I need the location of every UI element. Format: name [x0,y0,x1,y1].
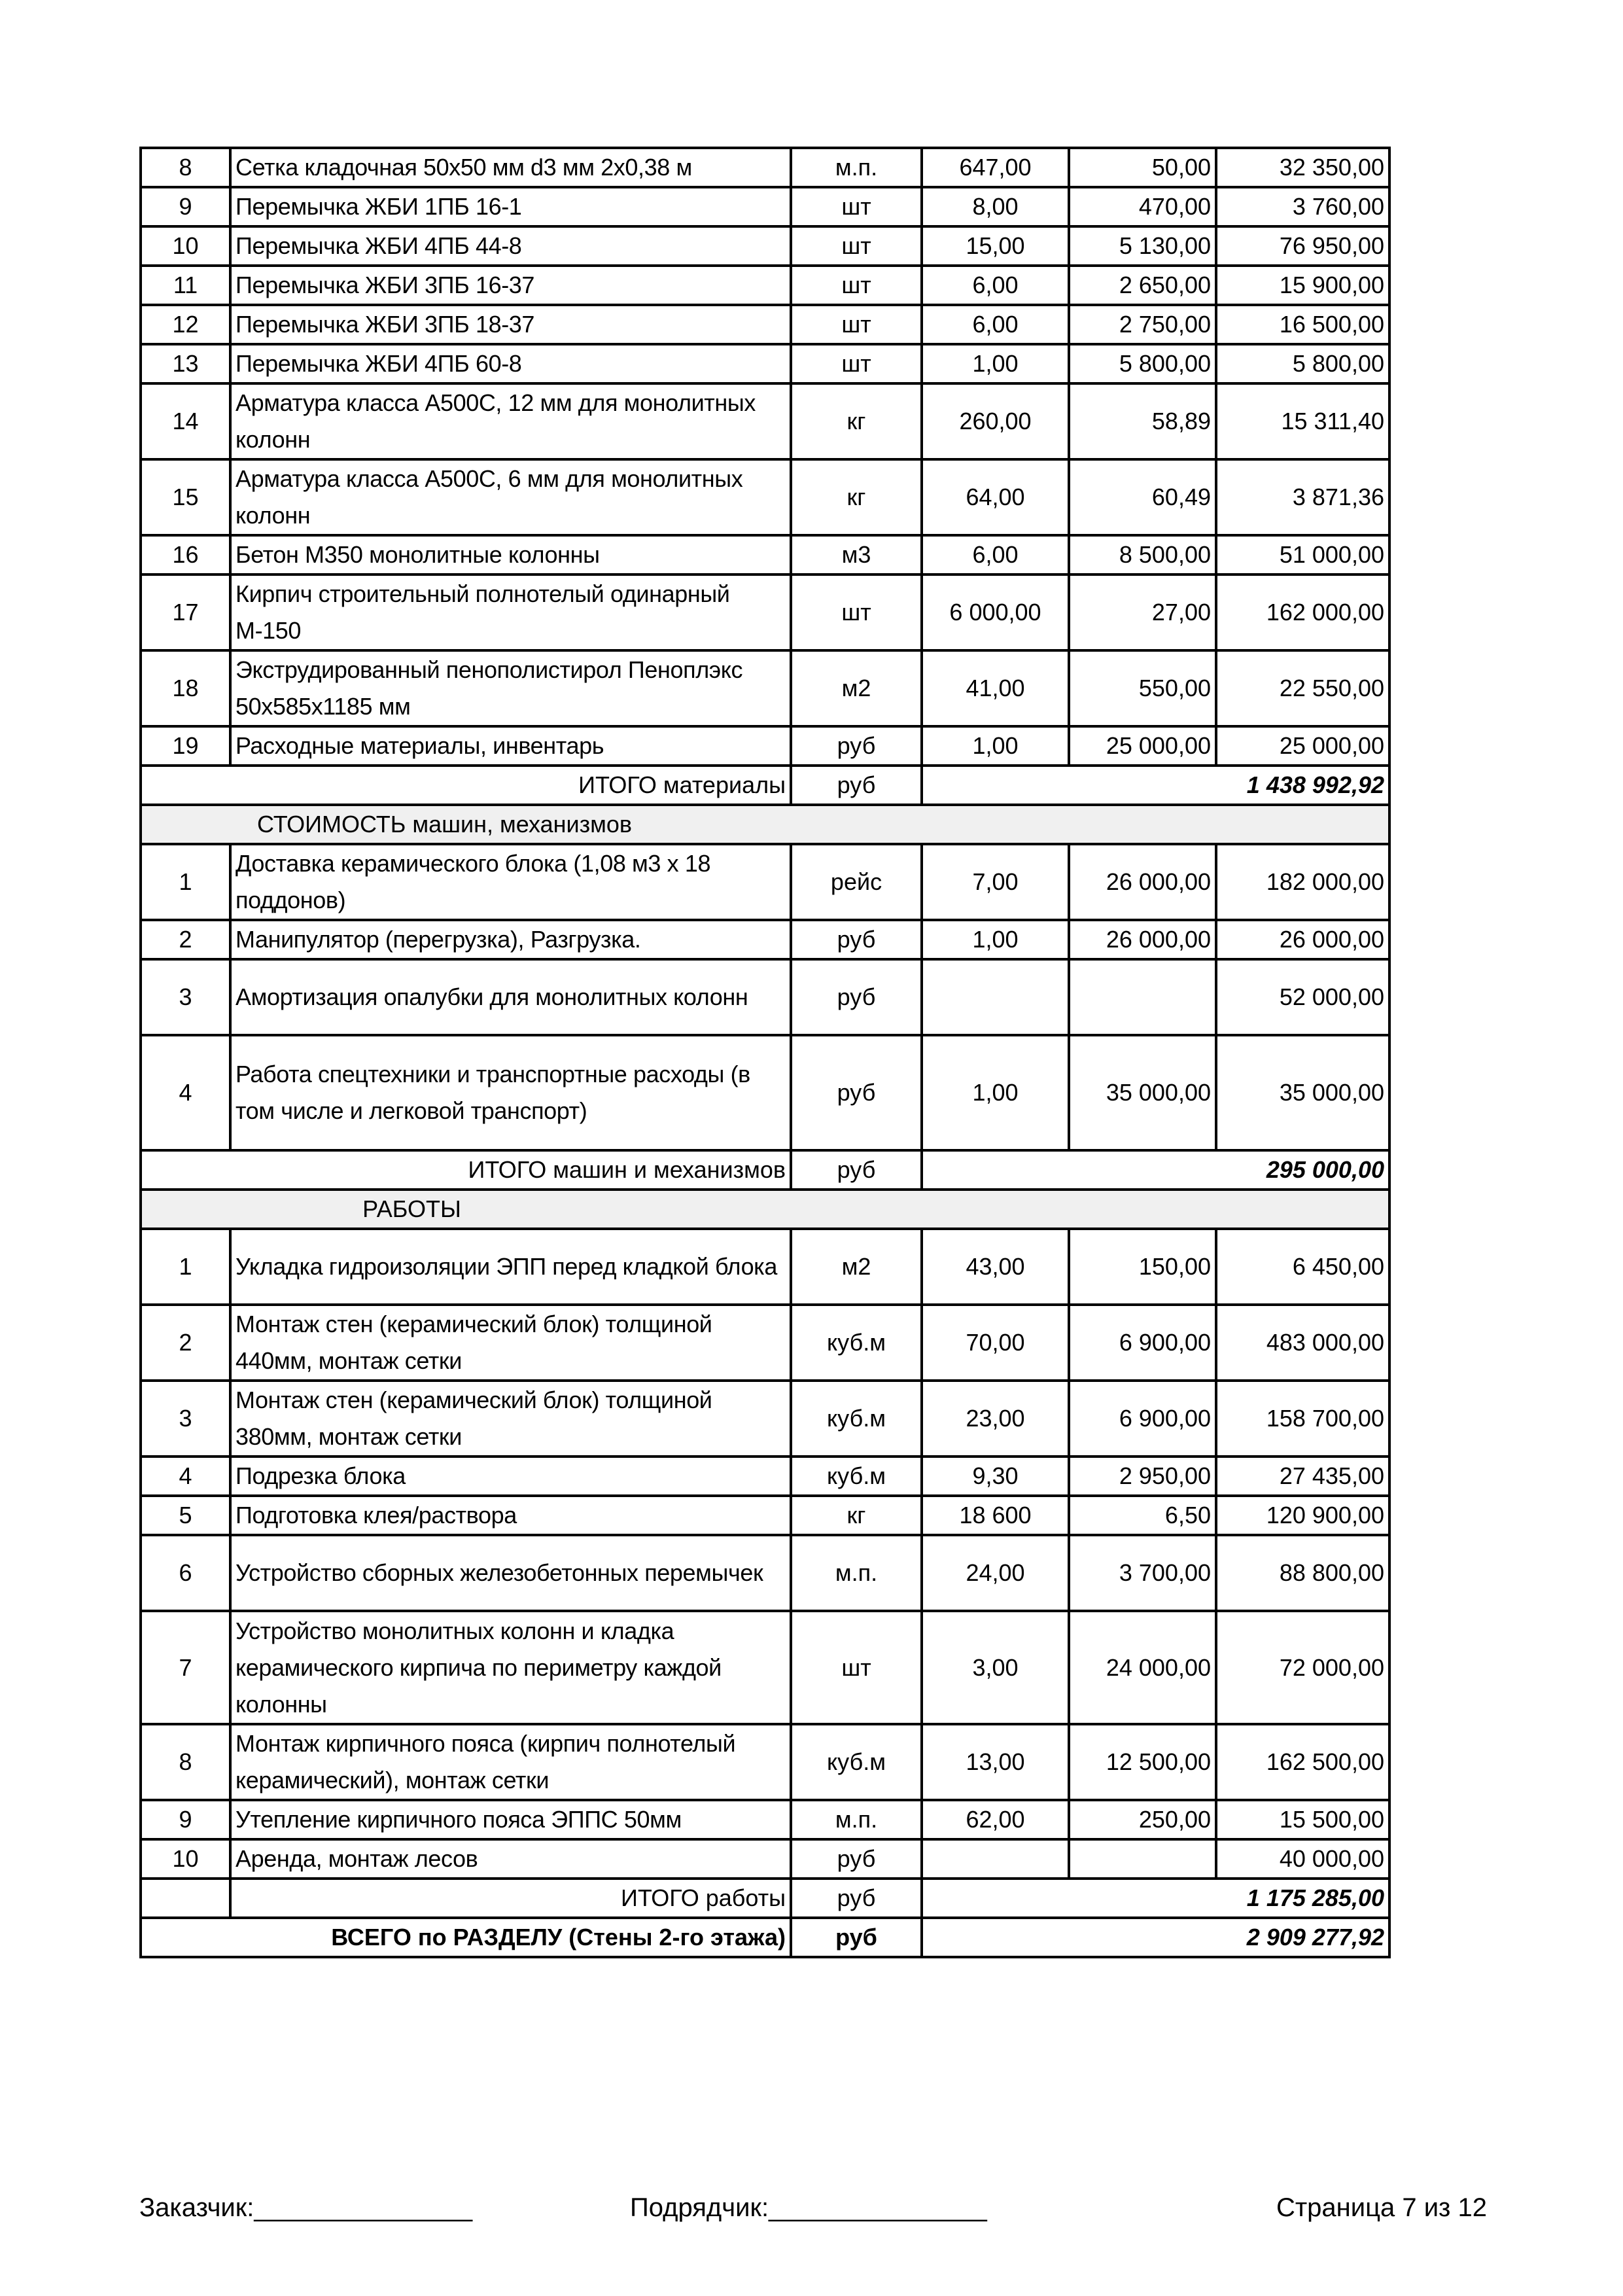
item-name: Расходные материалы, инвентарь [230,726,791,766]
contractor-signature: Подрядчик:_______________ [630,2193,987,2222]
item-sum: 26 000,00 [1216,920,1389,959]
item-unit: м3 [791,535,922,574]
item-name: Перемычка ЖБИ 3ПБ 16-37 [230,266,791,305]
item-quantity: 23,00 [922,1381,1069,1457]
row-number: 6 [141,1535,230,1611]
row-number: 10 [141,226,230,266]
works-total-value: 1 175 285,00 [922,1879,1389,1918]
table-row [141,1305,1389,1381]
table-row [141,1229,1389,1305]
page-footer [139,2193,1487,2239]
item-price: 3 700,00 [1069,1535,1216,1611]
item-unit: куб.м [791,1381,922,1457]
item-unit: руб [791,726,922,766]
item-unit: кг [791,1496,922,1535]
item-name: Монтаж стен (керамический блок) толщиной 380мм, монтаж сетки [230,1381,791,1457]
item-sum: 32 350,00 [1216,148,1389,187]
materials-total-unit: руб [791,766,922,805]
table-row [141,459,1389,535]
item-price: 150,00 [1069,1229,1216,1305]
item-name: Подрезка блока [230,1457,791,1496]
row-number: 8 [141,1724,230,1800]
row-number: 4 [141,1035,230,1150]
table-row [141,726,1389,766]
item-unit: шт [791,344,922,383]
row-number: 12 [141,305,230,344]
row-number: 1 [141,1229,230,1305]
table-row [141,1839,1389,1879]
item-quantity: 1,00 [922,726,1069,766]
table-row [141,574,1389,650]
item-name: Укладка гидроизоляции ЭПП перед кладкой блока [230,1229,791,1305]
item-sum: 182 000,00 [1216,844,1389,920]
item-unit: кг [791,459,922,535]
item-price: 60,49 [1069,459,1216,535]
item-price: 6,50 [1069,1496,1216,1535]
item-sum: 15 500,00 [1216,1800,1389,1839]
item-name: Устройство сборных железобетонных перемычек [230,1535,791,1611]
grand-total-value: 2 909 277,92 [922,1918,1389,1957]
table-row [141,650,1389,726]
item-name: Подготовка клея/раствора [230,1496,791,1535]
item-name: Утепление кирпичного пояса ЭППС 50мм [230,1800,791,1839]
table-row [141,187,1389,226]
item-price: 25 000,00 [1069,726,1216,766]
works-total-empty-cell [141,1879,230,1918]
table-row [141,383,1389,459]
table-row [141,1035,1389,1150]
item-name: Аренда, монтаж лесов [230,1839,791,1879]
item-name: Монтаж кирпичного пояса (кирпич полнотелый керамический), монтаж сетки [230,1724,791,1800]
item-unit: кг [791,383,922,459]
item-sum: 16 500,00 [1216,305,1389,344]
item-quantity: 18 600 [922,1496,1069,1535]
item-sum: 162 500,00 [1216,1724,1389,1800]
item-name: Арматура класса А500С, 6 мм для монолитных колонн [230,459,791,535]
item-unit: рейс [791,844,922,920]
item-sum: 88 800,00 [1216,1535,1389,1611]
row-number: 5 [141,1496,230,1535]
grand-total-row [141,1918,1389,1957]
item-name: Бетон М350 монолитные колонны [230,535,791,574]
item-price: 26 000,00 [1069,920,1216,959]
table-row [141,1457,1389,1496]
table-row [141,148,1389,187]
item-quantity [922,1839,1069,1879]
item-price: 5 800,00 [1069,344,1216,383]
item-price: 50,00 [1069,148,1216,187]
item-unit: куб.м [791,1457,922,1496]
table-row [141,959,1389,1035]
item-quantity: 70,00 [922,1305,1069,1381]
machines-section-title: СТОИМОСТЬ машин, механизмов [256,811,633,838]
row-number: 18 [141,650,230,726]
item-quantity: 8,00 [922,187,1069,226]
item-name: Амортизация опалубки для монолитных колонн [230,959,791,1035]
table-row [141,1800,1389,1839]
item-quantity: 6 000,00 [922,574,1069,650]
table-row [141,920,1389,959]
item-name: Доставка керамического блока (1,08 м3 х 18 поддонов) [230,844,791,920]
item-sum: 120 900,00 [1216,1496,1389,1535]
table-row [141,535,1389,574]
works-section-cell [141,1190,1389,1229]
item-unit: куб.м [791,1724,922,1800]
item-unit: шт [791,226,922,266]
item-sum: 76 950,00 [1216,226,1389,266]
row-number: 15 [141,459,230,535]
page-number: Страница 7 из 12 [1276,2193,1487,2222]
item-price: 2 750,00 [1069,305,1216,344]
item-price: 8 500,00 [1069,535,1216,574]
works-section-header [141,1190,1389,1229]
item-price: 250,00 [1069,1800,1216,1839]
row-number: 3 [141,1381,230,1457]
machines-total-label: ИТОГО машин и механизмов [141,1150,791,1190]
item-unit: шт [791,187,922,226]
item-sum: 3 760,00 [1216,187,1389,226]
grand-total-label: ВСЕГО по РАЗДЕЛУ (Стены 2-го этажа) [141,1918,791,1957]
item-quantity: 24,00 [922,1535,1069,1611]
item-price: 27,00 [1069,574,1216,650]
item-sum: 158 700,00 [1216,1381,1389,1457]
item-unit: руб [791,920,922,959]
item-name: Арматура класса А500С, 12 мм для монолитных колонн [230,383,791,459]
item-quantity: 647,00 [922,148,1069,187]
item-sum: 162 000,00 [1216,574,1389,650]
row-number: 3 [141,959,230,1035]
item-sum: 3 871,36 [1216,459,1389,535]
item-price: 24 000,00 [1069,1611,1216,1724]
item-unit: шт [791,574,922,650]
item-sum: 6 450,00 [1216,1229,1389,1305]
item-quantity: 62,00 [922,1800,1069,1839]
item-sum: 15 311,40 [1216,383,1389,459]
table-row [141,226,1389,266]
item-unit: куб.м [791,1305,922,1381]
item-name: Экструдированный пенополистирол Пеноплэкс 50х585х1185 мм [230,650,791,726]
works-total-unit: руб [791,1879,922,1918]
item-name: Перемычка ЖБИ 4ПБ 60-8 [230,344,791,383]
item-quantity: 43,00 [922,1229,1069,1305]
machines-total-unit: руб [791,1150,922,1190]
item-price: 2 650,00 [1069,266,1216,305]
machines-total-value: 295 000,00 [922,1150,1389,1190]
row-number: 14 [141,383,230,459]
row-number: 17 [141,574,230,650]
item-unit: м.п. [791,1800,922,1839]
estimate-table [139,147,1391,1958]
row-number: 9 [141,1800,230,1839]
table-row [141,344,1389,383]
row-number: 19 [141,726,230,766]
item-quantity [922,959,1069,1035]
item-name: Перемычка ЖБИ 1ПБ 16-1 [230,187,791,226]
table-row [141,844,1389,920]
item-quantity: 6,00 [922,266,1069,305]
customer-signature: Заказчик:_______________ [139,2193,473,2222]
item-quantity: 3,00 [922,1611,1069,1724]
row-number: 13 [141,344,230,383]
item-quantity: 13,00 [922,1724,1069,1800]
item-sum: 51 000,00 [1216,535,1389,574]
item-name: Перемычка ЖБИ 4ПБ 44-8 [230,226,791,266]
row-number: 16 [141,535,230,574]
item-unit: м.п. [791,1535,922,1611]
item-quantity: 6,00 [922,535,1069,574]
item-quantity: 9,30 [922,1457,1069,1496]
item-sum: 72 000,00 [1216,1611,1389,1724]
item-sum: 5 800,00 [1216,344,1389,383]
item-unit: м2 [791,1229,922,1305]
item-price: 12 500,00 [1069,1724,1216,1800]
item-unit: шт [791,305,922,344]
item-name: Сетка кладочная 50х50 мм d3 мм 2х0,38 м [230,148,791,187]
item-quantity: 64,00 [922,459,1069,535]
item-unit: шт [791,266,922,305]
machines-total-row [141,1150,1389,1190]
grand-total-unit: руб [791,1918,922,1957]
item-name: Перемычка ЖБИ 3ПБ 18-37 [230,305,791,344]
item-price: 5 130,00 [1069,226,1216,266]
materials-total-row [141,766,1389,805]
table-row [141,266,1389,305]
row-number: 2 [141,920,230,959]
item-name: Монтаж стен (керамический блок) толщиной 440мм, монтаж сетки [230,1305,791,1381]
item-sum: 22 550,00 [1216,650,1389,726]
item-quantity: 260,00 [922,383,1069,459]
row-number: 4 [141,1457,230,1496]
table-row [141,1724,1389,1800]
item-sum: 35 000,00 [1216,1035,1389,1150]
materials-total-label: ИТОГО материалы [141,766,791,805]
item-sum: 52 000,00 [1216,959,1389,1035]
item-price: 35 000,00 [1069,1035,1216,1150]
item-quantity: 1,00 [922,920,1069,959]
item-price: 26 000,00 [1069,844,1216,920]
works-section-title: РАБОТЫ [362,1195,461,1222]
estimate-sheet [139,147,1391,1958]
item-unit: руб [791,1839,922,1879]
row-number: 9 [141,187,230,226]
item-price: 6 900,00 [1069,1381,1216,1457]
item-price [1069,959,1216,1035]
table-row [141,1611,1389,1724]
item-quantity: 7,00 [922,844,1069,920]
machines-section-header [141,805,1389,844]
row-number: 1 [141,844,230,920]
item-price: 58,89 [1069,383,1216,459]
machines-section-cell [141,805,1389,844]
row-number: 11 [141,266,230,305]
item-price: 470,00 [1069,187,1216,226]
row-number: 7 [141,1611,230,1724]
item-sum: 25 000,00 [1216,726,1389,766]
works-total-row [141,1879,1389,1918]
item-unit: руб [791,1035,922,1150]
table-row [141,305,1389,344]
item-unit: шт [791,1611,922,1724]
item-quantity: 15,00 [922,226,1069,266]
materials-total-value: 1 438 992,92 [922,766,1389,805]
works-total-label: ИТОГО работы [230,1879,791,1918]
item-name: Манипулятор (перегрузка), Разгрузка. [230,920,791,959]
item-unit: м2 [791,650,922,726]
item-sum: 15 900,00 [1216,266,1389,305]
row-number: 8 [141,148,230,187]
item-sum: 483 000,00 [1216,1305,1389,1381]
item-price: 6 900,00 [1069,1305,1216,1381]
table-row [141,1535,1389,1611]
item-quantity: 1,00 [922,344,1069,383]
item-unit: руб [791,959,922,1035]
row-number: 2 [141,1305,230,1381]
item-price: 2 950,00 [1069,1457,1216,1496]
item-sum: 27 435,00 [1216,1457,1389,1496]
item-unit: м.п. [791,148,922,187]
table-row [141,1381,1389,1457]
row-number: 10 [141,1839,230,1879]
item-sum: 40 000,00 [1216,1839,1389,1879]
item-quantity: 1,00 [922,1035,1069,1150]
item-name: Устройство монолитных колонн и кладка керамического кирпича по периметру каждой колонны [230,1611,791,1724]
item-quantity: 41,00 [922,650,1069,726]
item-name: Кирпич строительный полнотелый одинарный М-150 [230,574,791,650]
item-price [1069,1839,1216,1879]
item-name: Работа спецтехники и транспортные расходы (в том числе и легковой транспорт) [230,1035,791,1150]
item-quantity: 6,00 [922,305,1069,344]
table-row [141,1496,1389,1535]
item-price: 550,00 [1069,650,1216,726]
